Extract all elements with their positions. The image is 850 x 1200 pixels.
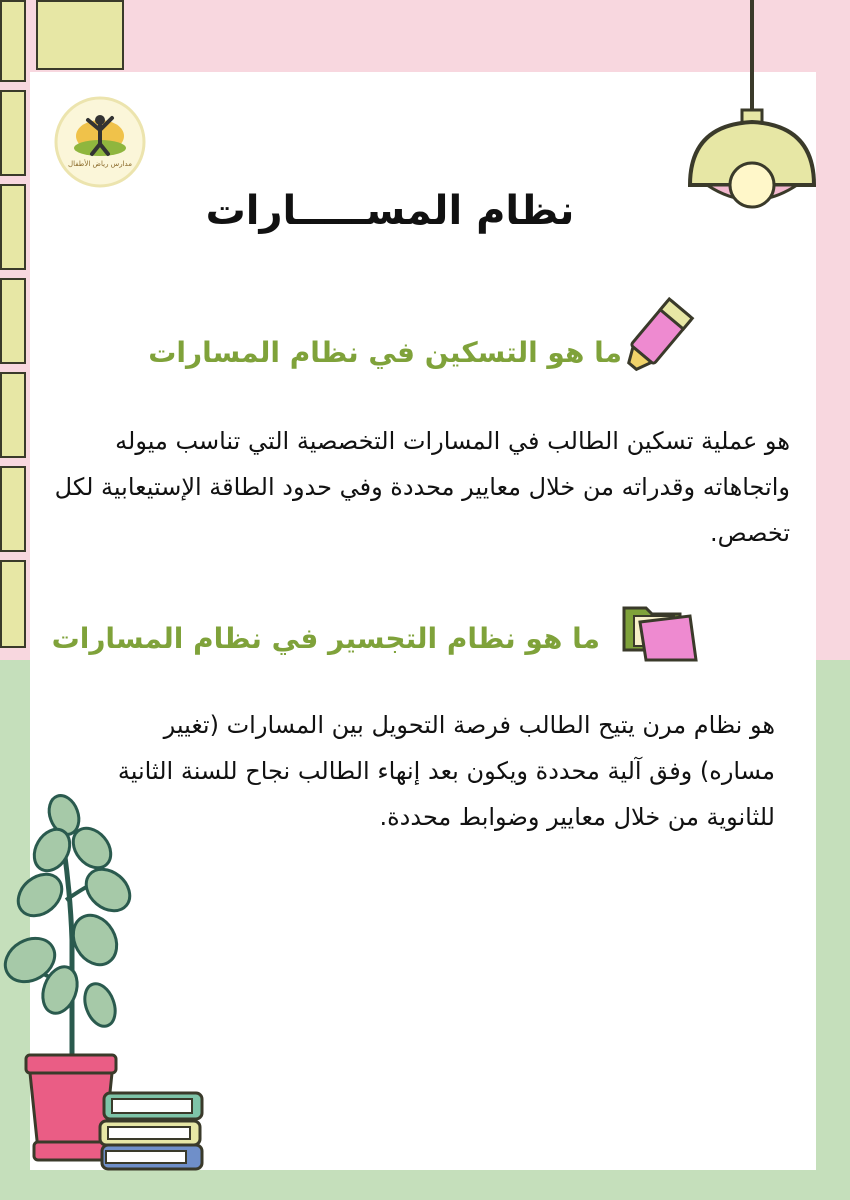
folder-icon <box>620 598 700 664</box>
section-heading-bridging: ما هو نظام التجسير في نظام المسارات <box>51 622 600 655</box>
tile <box>0 90 26 176</box>
logo-text: مدارس رياض الأطفال <box>68 160 132 168</box>
tile <box>0 560 26 648</box>
highlighter-icon <box>612 295 702 380</box>
logo-icon <box>54 96 146 188</box>
left-tile-column <box>0 0 30 660</box>
section-paragraph-bridging: هو نظام مرن يتيح الطالب فرصة التحويل بين المسارات (تغيير مساره) وفق آلية محددة ويكون بعد إنهاء الطالب نجاح للسنة الثانية للثانوية من خلال معايير وضوابط محددة. <box>117 711 775 831</box>
tile <box>0 372 26 458</box>
page-title: نظام المســـــارات <box>205 188 575 234</box>
tile <box>0 278 26 364</box>
lamp-icon <box>685 0 820 215</box>
tile <box>0 184 26 270</box>
tile <box>0 466 26 552</box>
tile <box>0 0 26 82</box>
section-heading-placement: ما هو التسكين في نظام المسارات <box>148 336 622 369</box>
top-tile <box>36 0 124 70</box>
section-paragraph-placement: هو عملية تسكين الطالب في المسارات التخصصية التي تناسب ميوله واتجاهاته وقدراته من خلال معايير محددة وفي حدود الطاقة الإستيعابية لكل تخصص. <box>54 427 790 547</box>
books-icon <box>96 1085 208 1175</box>
